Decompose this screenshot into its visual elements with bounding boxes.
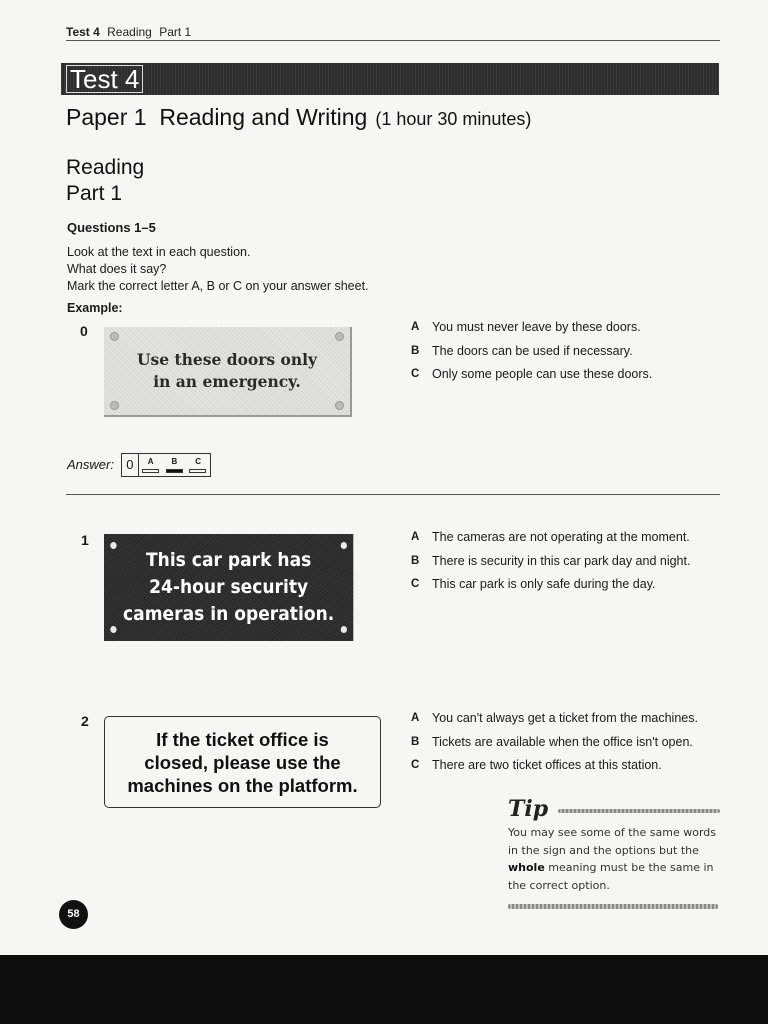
sign-line: machines on the platform. [127, 774, 358, 796]
option-letter: C [411, 759, 420, 771]
option-letter: A [411, 531, 420, 543]
sign-line: This car park has [145, 549, 312, 571]
answer-box [121, 453, 211, 477]
answer-cell-a [139, 454, 163, 476]
answer-mark [189, 469, 206, 473]
running-head [66, 25, 195, 39]
option-letter: B [411, 554, 420, 567]
section-title [66, 155, 144, 207]
answer-cell-b [163, 454, 187, 476]
option-text: This car park is only safe during the day. [432, 577, 656, 591]
header-rule [66, 40, 720, 41]
option-a [411, 707, 698, 731]
tip-underline [558, 809, 720, 813]
answer-mark [142, 469, 159, 473]
running-head-section: Reading [107, 25, 152, 39]
sign-line: 24-hour security [149, 576, 309, 598]
option-text: Only some people can use these doors. [432, 367, 653, 381]
tip-text-before: You may see some of the same words in the sign and the options but the [508, 826, 716, 857]
option-c [411, 363, 652, 387]
question-number: 2 [81, 713, 89, 729]
question-2-options [411, 707, 698, 778]
sign-line: closed, please use the [144, 751, 341, 773]
example-options [411, 316, 652, 387]
option-text: There are two ticket offices at this station. [432, 758, 662, 772]
paper-title [66, 104, 531, 131]
example-number: 0 [80, 323, 88, 339]
option-letter: C [411, 578, 420, 590]
tip-text-bold: whole [508, 861, 545, 874]
option-c [411, 754, 698, 778]
tip-box [508, 796, 720, 909]
screw-icon [110, 626, 116, 633]
option-c [411, 573, 690, 597]
question-1-options [411, 526, 690, 597]
option-text: The cameras are not operating at the moment. [432, 530, 690, 544]
answer-mark-selected [166, 469, 183, 473]
tip-title: Tip [508, 796, 549, 822]
option-a [411, 526, 690, 550]
questions-heading: Questions 1–5 [67, 220, 156, 235]
sign-line: If the ticket office is [156, 728, 329, 750]
answer-cell-letter: B [171, 457, 178, 466]
tip-heading [508, 796, 720, 822]
section-name: Reading [66, 156, 145, 179]
option-letter: C [411, 368, 420, 380]
option-b [411, 731, 698, 755]
option-text: There is security in this car park day and night. [432, 553, 691, 568]
screw-icon [341, 542, 347, 549]
section-divider [66, 494, 720, 495]
section-part: Part 1 [66, 182, 123, 205]
sign-line: Use these doors only [136, 350, 318, 369]
option-text: Tickets are available when the office isn't open. [432, 734, 693, 749]
screw-icon [341, 626, 347, 633]
question-1-sign [104, 534, 353, 641]
test-banner-title: Test 4 [66, 65, 143, 93]
scan-bottom-edge [0, 955, 768, 1024]
tip-text [508, 824, 718, 894]
option-letter: A [411, 321, 420, 333]
instructions [67, 244, 369, 295]
paper-title-text: Paper 1 Reading and Writing [66, 104, 368, 130]
paper-duration: (1 hour 30 minutes) [375, 109, 532, 129]
screw-icon [110, 542, 116, 549]
tip-bottom-rule [508, 904, 718, 909]
answer-cell-c [186, 454, 210, 476]
screw-icon [335, 332, 344, 341]
page-number: 58 [59, 900, 88, 929]
screw-icon [110, 332, 119, 341]
option-text: You must never leave by these doors. [432, 320, 641, 334]
sign-line: cameras in operation. [123, 603, 335, 625]
option-b [411, 340, 652, 364]
option-letter: A [411, 712, 420, 724]
answer-cell-letter: C [195, 457, 202, 466]
option-a [411, 316, 652, 340]
answer-number: 0 [122, 454, 139, 476]
example-label: Example: [67, 301, 123, 315]
option-b [411, 550, 690, 574]
running-head-part: Part 1 [159, 25, 192, 39]
answer-label: Answer: [67, 457, 114, 472]
question-number: 1 [81, 532, 89, 548]
example-sign [104, 327, 352, 417]
screw-icon [335, 401, 344, 410]
tip-text-after: meaning must be the same in the correct option. [508, 861, 714, 892]
option-letter: B [411, 735, 420, 748]
instruction-line: Look at the text in each question. [67, 245, 251, 259]
running-head-test: Test 4 [66, 25, 100, 39]
option-text: The doors can be used if necessary. [432, 343, 633, 358]
instruction-line: Mark the correct letter A, B or C on your answer sheet. [67, 279, 369, 293]
answer-cell-letter: A [147, 457, 154, 466]
sign-line: in an emergency. [153, 372, 301, 391]
test-banner [61, 63, 719, 95]
instruction-line: What does it say? [67, 262, 167, 276]
option-letter: B [411, 344, 420, 357]
option-text: You can't always get a ticket from the machines. [432, 711, 698, 725]
question-2-sign [104, 716, 381, 808]
screw-icon [110, 401, 119, 410]
